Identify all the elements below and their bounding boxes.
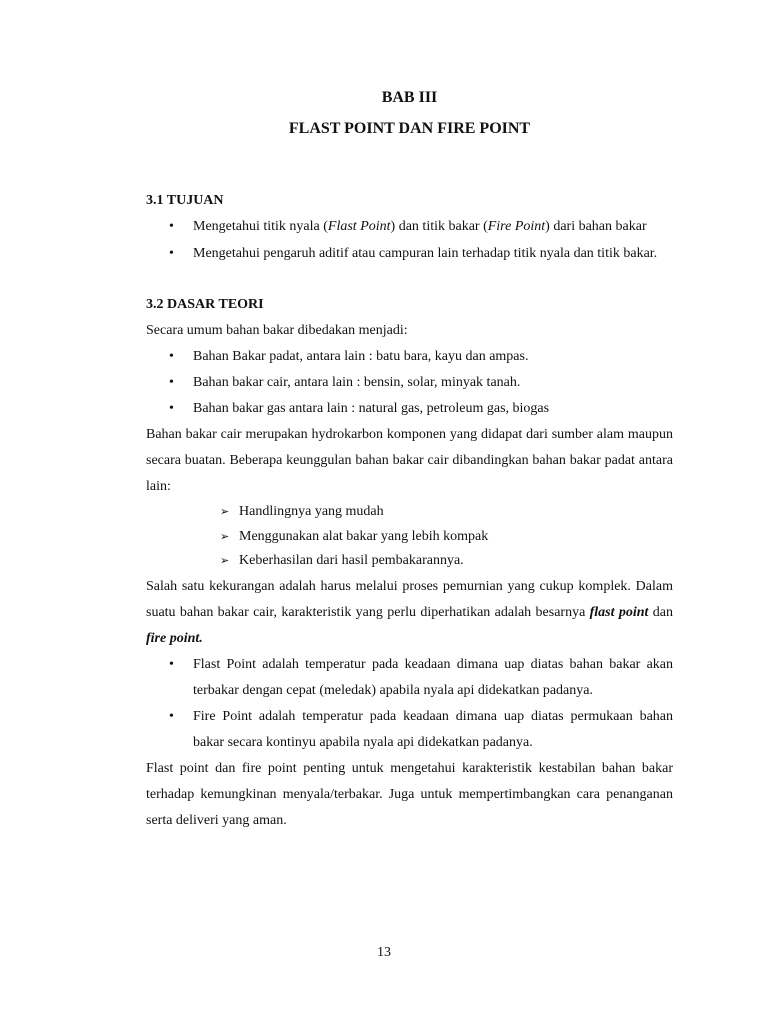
chapter-title: FLAST POINT DAN FIRE POINT — [288, 120, 531, 137]
term-flast-point: flast point — [589, 604, 649, 620]
list-item: • Mengetahui titik nyala (Flast Point) dan titik bakar (Fire Point) dari bahan bakar — [146, 214, 673, 240]
bullet-icon: • — [169, 349, 174, 364]
arrow-bullet-icon: ➢ — [220, 555, 230, 567]
chapter-label: BAB III — [381, 89, 438, 106]
fuel-types-list — [146, 344, 673, 422]
intro-text: Secara umum bahan bakar dibedakan menjadi: — [146, 323, 408, 338]
bullet-icon: • — [169, 375, 174, 390]
list-item: • Flast Point adalah temperatur pada keadaan dimana uap diatas bahan bakar akan terbakar dengan cepat (meledak) apabila nyala api didekatkan padanya. — [146, 652, 673, 704]
bullet-icon: • — [169, 246, 174, 261]
list-item: • Mengetahui pengaruh aditif atau campuran lain terhadap titik nyala dan titik bakar. — [146, 241, 673, 267]
bullet-icon: • — [169, 656, 174, 672]
list-item: ➢ Menggunakan alat bakar yang lebih kompak — [146, 525, 673, 550]
list-item: ➢ Handlingnya yang mudah — [146, 500, 673, 525]
bullet-icon: • — [169, 219, 174, 234]
list-item: • Bahan Bakar padat, antara lain : batu bara, kayu dan ampas. — [146, 344, 673, 370]
list-item: • Bahan bakar cair, antara lain : bensin, solar, minyak tanah. — [146, 370, 673, 396]
list-item: • Fire Point adalah temperatur pada keadaan dimana uap diatas permukaan bahan bakar secara kontinyu apabila nyala api didekatkan padanya. — [146, 704, 673, 756]
advantages-list — [146, 500, 673, 574]
list-item: ➢ Keberhasilan dari hasil pembakarannya. — [146, 549, 673, 574]
definitions-list — [146, 652, 673, 756]
arrow-bullet-icon: ➢ — [220, 506, 230, 518]
bullet-icon: • — [169, 401, 174, 416]
page-content — [146, 86, 673, 834]
paragraph-liquid-fuel: Bahan bakar cair merupakan hydrokarbon komponen yang didapat dari sumber alam maupun secara buatan. Beberapa keunggulan bahan bakar cair dibandingkan bahan bakar padat antara lain: — [146, 427, 673, 494]
bullet-icon: • — [169, 708, 174, 724]
paragraph-shortcoming: Salah satu kekurangan adalah harus melalui proses pemurnian yang cukup komplek. Dalam suatu bahan bakar cair, karakteristik yang perlu diperhatikan adalah besarnya flast point dan fire point. — [146, 578, 673, 646]
arrow-bullet-icon: ➢ — [220, 530, 230, 543]
paragraph-importance: Flast point dan fire point penting untuk mengetahui karakteristik kestabilan bahan bakar terhadap kemungkinan menyala/terbakar. Juga untuk mempertimbangkan cara penanganan serta deliveri yang aman. — [146, 760, 673, 828]
term-fire-point: fire point. — [146, 630, 203, 646]
list-item: • Bahan bakar gas antara lain : natural gas, petroleum gas, biogas — [146, 396, 673, 422]
section-heading-dasar-teori: 3.2 DASAR TEORI — [146, 297, 264, 312]
section-heading-tujuan: 3.1 TUJUAN — [146, 193, 224, 208]
page-number: 13 — [377, 945, 391, 960]
tujuan-list — [146, 214, 673, 267]
